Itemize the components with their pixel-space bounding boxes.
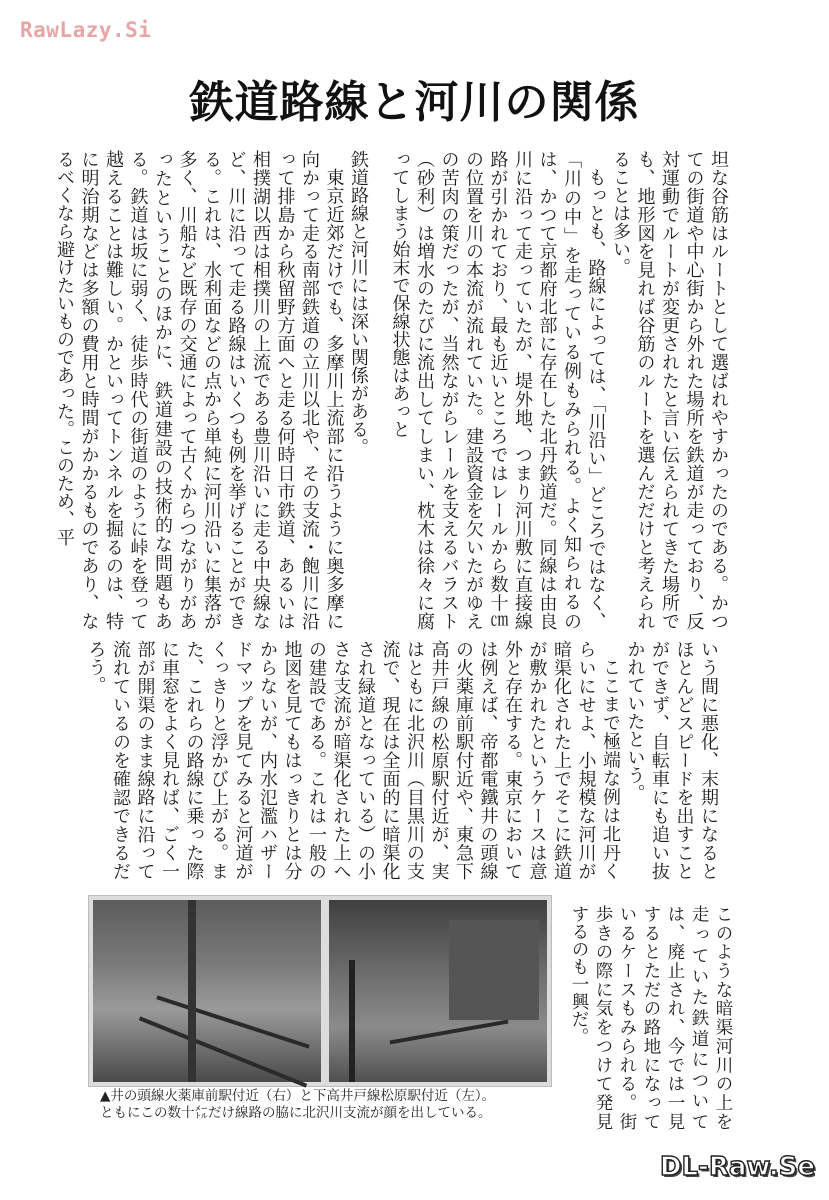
photo-panel bbox=[88, 895, 552, 1087]
photo-matsubara-station bbox=[93, 900, 321, 1082]
caption-line: ▲井の頭線火薬庫前駅付近（右）と下高井戸線松原駅付近（左）。 bbox=[100, 1088, 496, 1104]
paragraph: 坦な谷筋はルートとして選ばれやすかったのである。かつての街道や中心街から外れた場所を鉄道が走っており、反対運動でルートが変更されたと言い伝えられてきた場所でも、地形図を見れば谷筋のルートを選んだだけと考えられることは多い。 bbox=[610, 150, 729, 630]
watermark-bottom-right: DL-Raw.Se bbox=[659, 1152, 815, 1182]
caption-line: ともにこの数十㍍だけ線路の脇に北沢川支流が顔を出している。 bbox=[100, 1105, 492, 1121]
paragraph: いう間に悪化、末期になるとほとんどスピードを出すことができず、自転車にも追い抜かれていたという。 bbox=[624, 640, 719, 880]
column-top-left bbox=[375, 150, 730, 630]
paragraph: 鉄道路線と河川には深い関係がある。 bbox=[348, 150, 369, 456]
paragraph: もっとも、路線によっては、「川沿い」どころではなく、「川の中」を走っている例もみられる。よく知られるのは、かつて京都府北部に存在した北丹鉄道だ。同線は由良川に沿って走っていたが、堤外地、つまり河川敷に直接線路が引かれており、最も近いところではレールから数十㎝の位置を川の本流が流れていた。建設資金を欠いたがゆえの苦肉の策だったが、当然ながらレールを支えるバラスト（砂利）は増水のたびに流出してしまい、枕木は徐々に腐ってしまう始末で保線状態はあっと bbox=[389, 150, 607, 631]
photo-caption bbox=[100, 1088, 560, 1122]
paragraph: 東京近郊だけでも、多摩川上流部に沿うように奥多摩に向かって走る南部鉄道の立川以北や、その支流・飽川に沿って排島から秋留野方面へと走る何時日市鉄道、あるいは相撲湖以西は相撲川の上流である豊川沿いに走る中央線など、川に沿って走る路線はいくつも例を挙げることができる。これは、水利面などの点から単純に河川沿いに集落が多く、川船など既存の交通によって古くからつながりがあったということのほかに、鉄道建設の技術的な問題もある。鉄道は坂に弱く、徒歩時代の街道のように峠を登って越えることは難しい。かといってトンネルを掘るのは、特に明治期などは多額の費用と時間がかかるものであり、なるべくなら避けたいものであった。このため、平 bbox=[54, 150, 345, 631]
column-top-right bbox=[54, 150, 370, 631]
photo-kayakuko-station bbox=[329, 900, 547, 1082]
column-bottom bbox=[569, 905, 735, 1130]
column-middle bbox=[85, 640, 720, 880]
watermark-top-left: RawLazy.Si bbox=[20, 18, 152, 42]
page-title: 鉄道路線と河川の関係 bbox=[189, 77, 640, 128]
paragraph: このような暗渠河川の上を走っていた鉄道については、廃止され、今では一見するとただの路地になっているケースもみられる。街歩きの際に気をつけて発見するのも一興だ。 bbox=[569, 905, 733, 1130]
paragraph: ここまで極端な例は北丹くらいにせよ、小規模な河川が暗渠化された上でそこに鉄道が敷かれたというケースは意外と存在する。東京においては例えば、帝都電鐵井の頭線の火薬庫前駅付近や、東急下高井戸線の松原駅付近が、実はともに北沢川（目黒川の支流で、現在は全面的に暗渠化され緑道となっている）の小さな支流が暗渠化された上への建設である。これは一般の地図を見てもはっきりとは分からないが、内水氾濫ハザードマップを見てみると河道がくっきりと浮かび上がる。また、これらの路線に乗った際に車窓をよく見れば、ごく一部が開渠のまま線路に沿って流れているのを確認できるだろう。 bbox=[85, 640, 621, 880]
